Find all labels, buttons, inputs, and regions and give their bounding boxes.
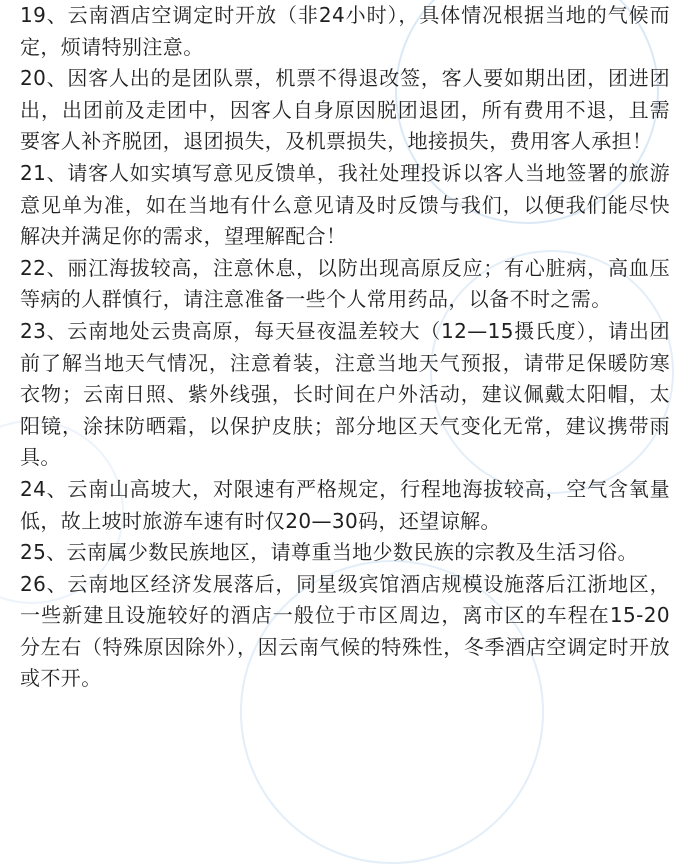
note-19: 19、云南酒店空调定时开放（非24小时），具体情况根据当地的气候而定，烦请特别注意。 <box>20 3 670 59</box>
note-22: 22、丽江海拔较高，注意休息，以防出现高原反应；有心脏病，高血压等病的人群慎行，请注意准备一些个人常用药品，以备不时之需。 <box>20 255 670 312</box>
note-26: 26、云南地区经济发展落后，同星级宾馆酒店规模设施落后江浙地区，一些新建且设施较好的酒店一般位于市区周边，离市区的车程在15-20分左右（特殊原因除外），因云南气候的特殊性，冬季酒店空调定时开放或不开。 <box>20 571 670 691</box>
note-24: 24、云南山高坡大，对限速有严格规定，行程地海拔较高，空气含氧量低，故上坡时旅游车速有时仅20—30码，还望谅解。 <box>20 476 670 533</box>
note-20: 20、因客人出的是团队票，机票不得退改签，客人要如期出团，团进团出，出团前及走团中，因客人自身原因脱团退团，所有费用不退，且需要客人补齐脱团，退团损失，及机票损失，地接损失，费用客人承担！ <box>20 66 670 154</box>
note-25: 25、云南属少数民族地区，请尊重当地少数民族的宗教及生活习俗。 <box>20 540 638 565</box>
note-23: 23、云南地处云贵高原，每天昼夜温差较大（12—15摄氏度），请出团前了解当地天气情况，注意着装，注意当地天气预报，请带足保暖防寒衣物；云南日照、紫外线强，长时间在户外活动，建议佩戴太阳帽，太阳镜，涂抹防晒霜，以保护皮肤；部分地区天气变化无常，建议携带雨具。 <box>20 318 670 470</box>
note-21: 21、请客人如实填写意见反馈单，我社处理投诉以客人当地签署的旅游意见单为准，如在当地有什么意见请及时反馈与我们，以便我们能尽快解决并满足你的需求，望理解配合！ <box>20 160 670 249</box>
travel-notes-list <box>20 0 670 695</box>
